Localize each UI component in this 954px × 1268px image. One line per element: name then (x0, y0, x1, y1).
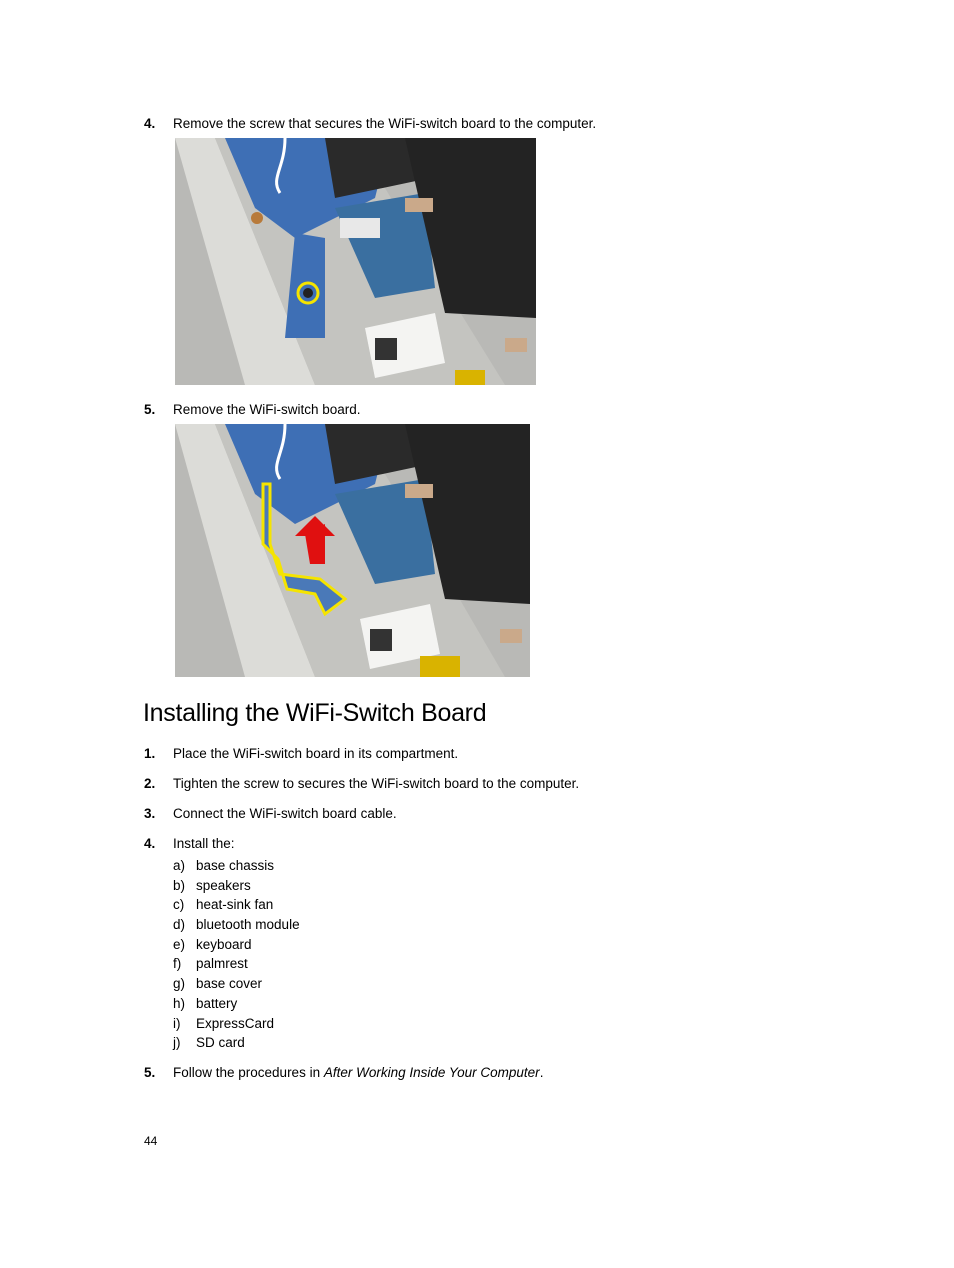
step-number: 2. (144, 776, 156, 791)
photo-remove-board (175, 424, 530, 677)
item-text: bluetooth module (196, 917, 300, 932)
item-letter: g) (173, 976, 186, 991)
item-text: heat-sink fan (196, 897, 274, 912)
item-text: speakers (196, 878, 251, 893)
item-letter: d) (173, 917, 186, 932)
step-number: 4. (144, 116, 156, 131)
step-text: Tighten the screw to secures the WiFi-switch board to the computer. (173, 776, 580, 791)
item-letter: i) (173, 1016, 181, 1031)
item-letter: j) (173, 1035, 181, 1050)
step-number: 5. (144, 402, 156, 417)
step-text-suffix: . (539, 1065, 544, 1080)
item-text: battery (196, 996, 238, 1011)
item-letter: e) (173, 937, 186, 952)
step-number: 4. (144, 836, 156, 851)
item-text: ExpressCard (196, 1016, 275, 1031)
item-letter: b) (173, 878, 186, 893)
item-text: keyboard (196, 937, 252, 952)
item-letter: f) (173, 956, 182, 971)
step-text (173, 1064, 543, 1082)
item-text: palmrest (196, 956, 248, 971)
section-title: Installing the WiFi-Switch Board (143, 699, 487, 727)
item-text: SD card (196, 1035, 245, 1050)
procedure-reference-link[interactable]: After Working Inside Your Computer (323, 1065, 540, 1080)
page-number: 44 (144, 1134, 158, 1148)
step-number: 3. (144, 806, 156, 821)
photo-remove-screw (175, 138, 536, 385)
step-number: 5. (144, 1065, 156, 1080)
step-text: Connect the WiFi-switch board cable. (173, 806, 397, 821)
step-text: Remove the WiFi-switch board. (173, 402, 361, 417)
item-letter: c) (173, 897, 185, 912)
step-text: Place the WiFi-switch board in its compartment. (173, 746, 459, 761)
step-text: Install the: (173, 836, 235, 851)
item-text: base chassis (196, 858, 275, 873)
item-text: base cover (196, 976, 263, 991)
step-text: Remove the screw that secures the WiFi-switch board to the computer. (173, 116, 597, 131)
item-letter: h) (173, 996, 186, 1011)
step-number: 1. (144, 746, 156, 761)
item-letter: a) (173, 858, 186, 873)
step-text-prefix: Follow the procedures in (173, 1065, 324, 1080)
